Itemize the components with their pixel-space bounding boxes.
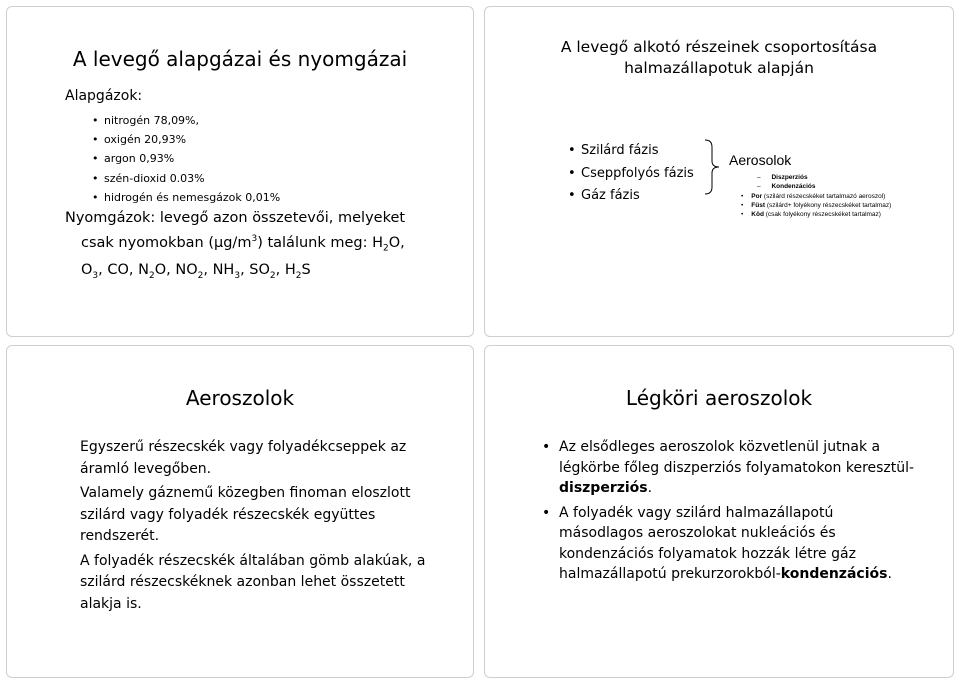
slide-title: Légköri aeroszolok xyxy=(625,386,813,410)
slide-title: A levegő alapgázai és nyomgázai xyxy=(72,47,408,71)
sub-item-dispersion: – Diszperziós xyxy=(757,174,808,181)
aerosol-item-smoke: • Füst (szilárd+ folyékony részecskéket tartalmaz) xyxy=(741,202,892,209)
trace-gases-text xyxy=(65,208,465,287)
list-item: • A folyadék vagy szilárd halmazállapotú másodlagos aeroszolokat nukleációs és kondenzációs folyamatok hozzák létre gáz halmazállapotú prekurzorokból-kondenzációs. xyxy=(559,503,919,585)
list-item: • nitrogén 78,09%, xyxy=(104,111,280,130)
slide-title: Aeroszolok xyxy=(185,386,295,410)
aerosol-definition xyxy=(80,437,440,618)
slide-aerosols xyxy=(6,345,474,678)
base-gases-list xyxy=(104,111,280,207)
trace-line-3: $O_3$, CO, $N_2O$, $NO_2$, $NH_3$, $SO_2$, $H_2S$ xyxy=(81,261,311,281)
phase-list xyxy=(581,140,694,208)
list-item: • Az elsődleges aeroszolok közvetlenül jutnak a légkörbe főleg diszperziós folyamatokon keresztül-diszperziós. xyxy=(559,437,919,499)
slide-title: A levegő alkotó részeinek csoportosítása halmazállapotuk alapján xyxy=(560,38,878,77)
base-gases-label: Alapgázok: xyxy=(65,88,143,104)
list-item: • Cseppfolyós fázis xyxy=(581,163,694,186)
list-item: • oxigén 20,93% xyxy=(104,130,280,149)
paragraph: Valamely gáznemű közegben finoman eloszlott szilárd vagy folyadék részecskék együttes rendszerét. xyxy=(80,485,411,544)
slide-atmospheric-aerosols xyxy=(484,345,954,678)
list-item: • Gáz fázis xyxy=(581,185,694,208)
list-item: • argon 0,93% xyxy=(104,149,280,168)
aerosol-item-fog: • Köd (csak folyékony részecskéket tartalmaz) xyxy=(741,211,881,218)
list-item: • hidrogén és nemesgázok 0,01% xyxy=(104,188,280,207)
paragraph: Egyszerű részecskék vagy folyadékcseppek az áramló levegőben. xyxy=(80,439,407,477)
atmospheric-aerosol-list xyxy=(559,437,919,589)
curly-brace-icon xyxy=(703,139,721,195)
trace-line-1: Nyomgázok: levegő azon összetevői, melyeket xyxy=(65,210,406,226)
sub-item-condensation: – Kondenzációs xyxy=(757,183,816,190)
list-item: • szén-dioxid 0.03% xyxy=(104,169,280,188)
list-item: • Szilárd fázis xyxy=(581,140,694,163)
paragraph: A folyadék részecskék általában gömb alakúak, a szilárd részecskéknek azonban lehet összetett alakja is. xyxy=(80,552,426,612)
aerosol-item-dust: • Por (szilárd részecskéket tartalmazó aeroszol) xyxy=(741,193,886,200)
slide-base-and-trace-gases xyxy=(6,6,474,337)
slide-phase-grouping xyxy=(484,6,954,337)
aerosol-title: Aerosolok xyxy=(729,152,792,168)
trace-line-2: csak nyomokban $(\mu g/m^3)$ találunk meg: $H_2O$, xyxy=(81,234,405,254)
